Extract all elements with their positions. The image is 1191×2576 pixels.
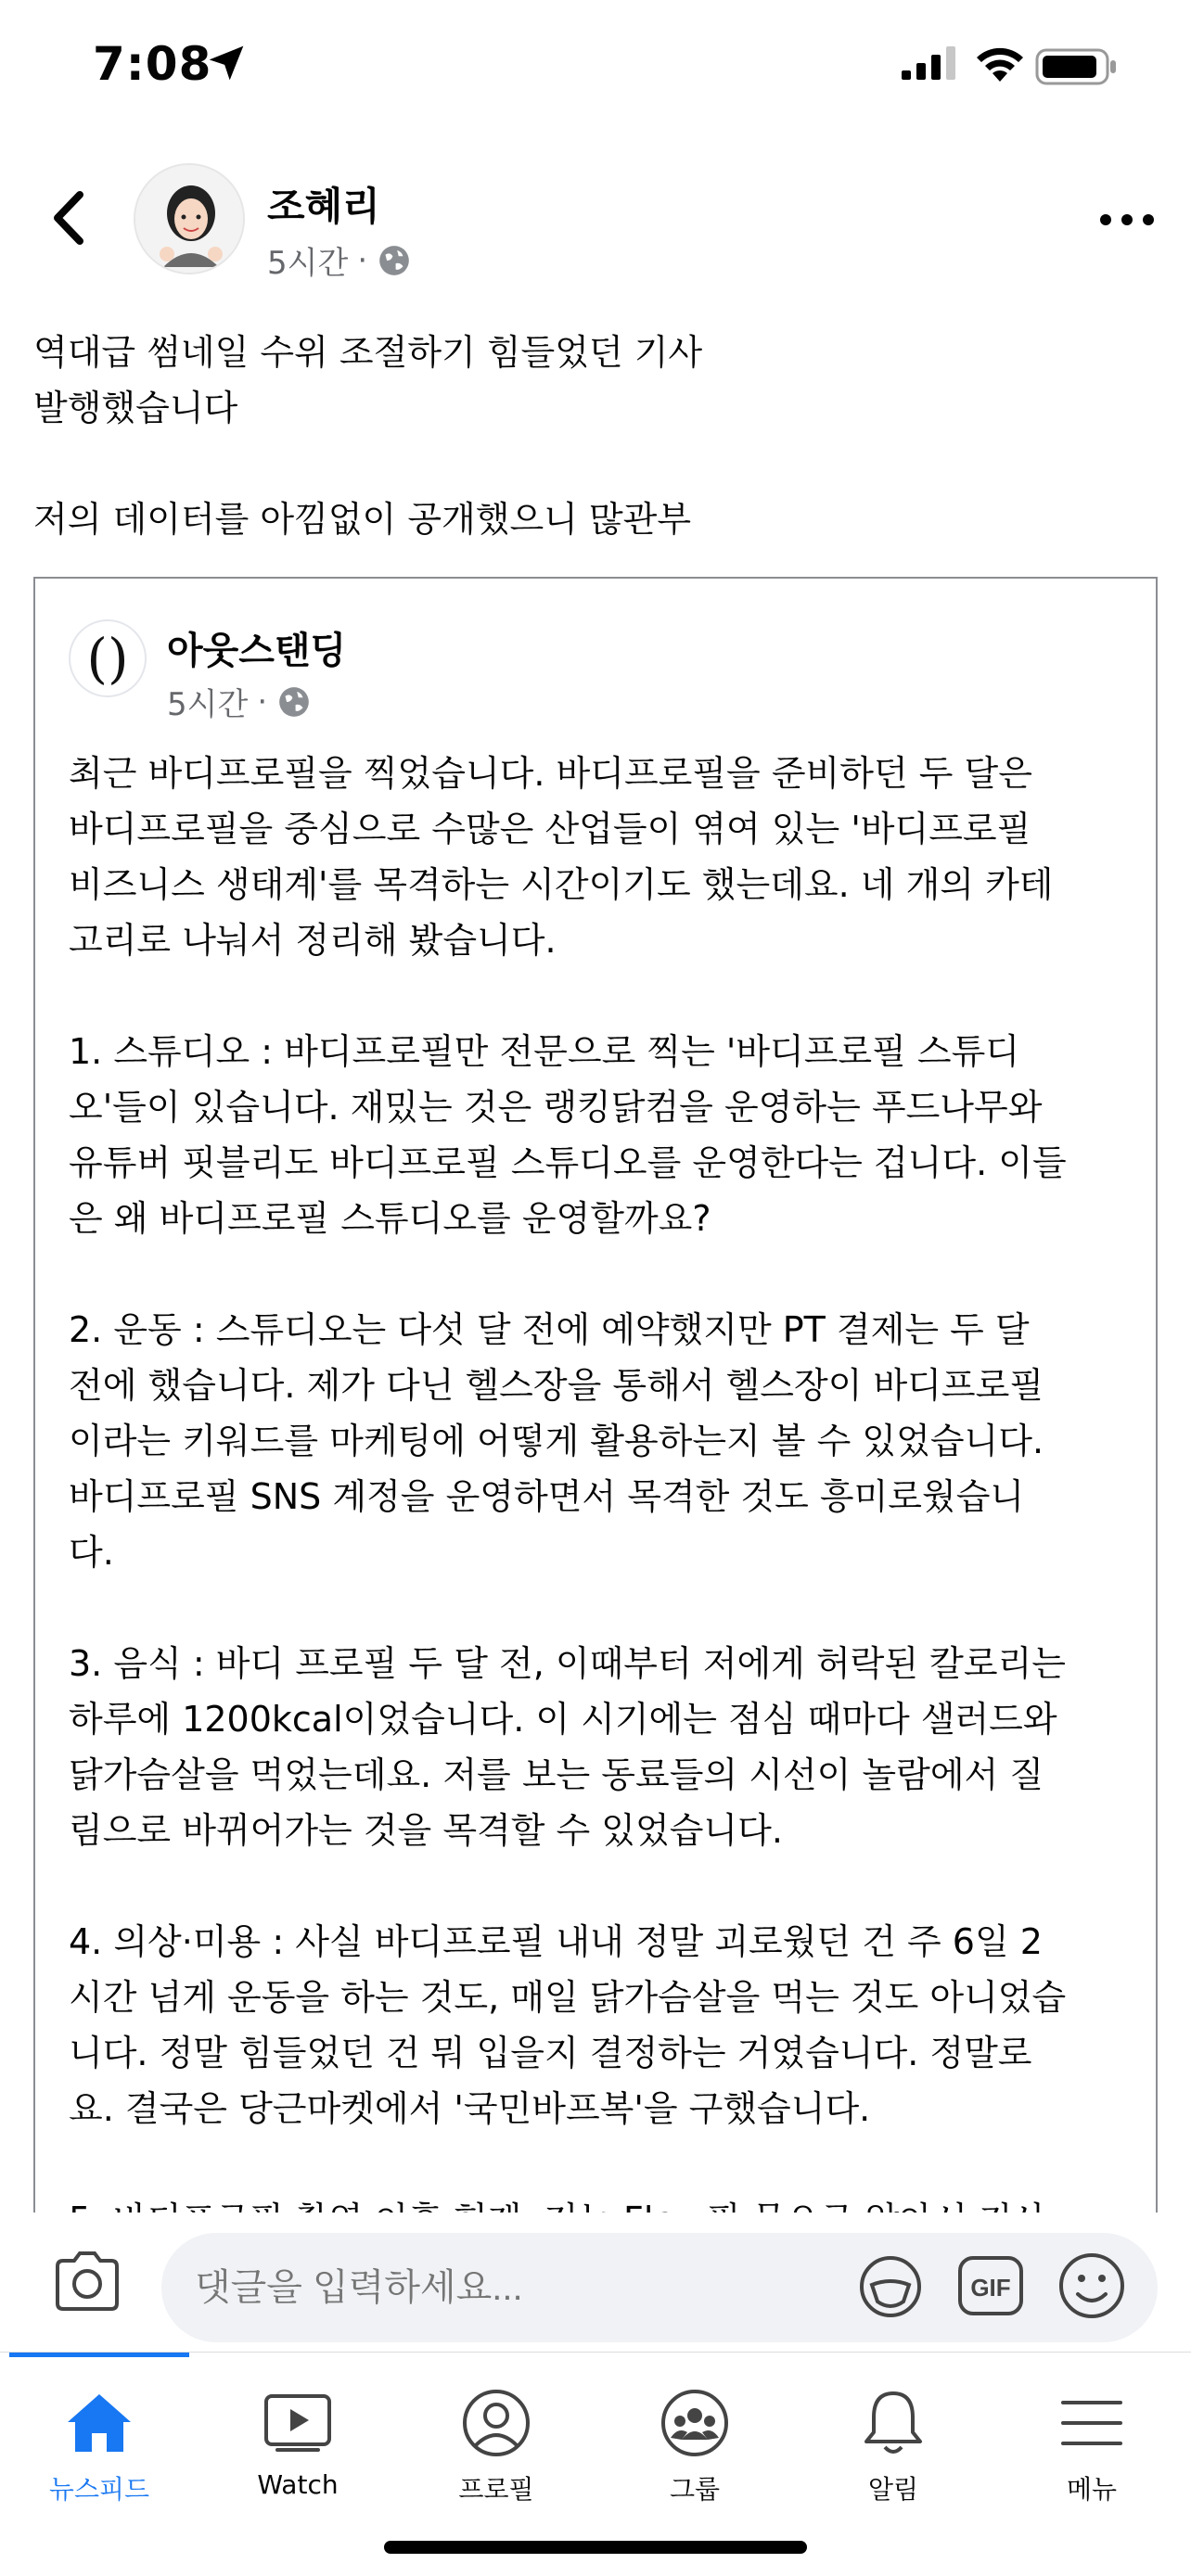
shared-post-time: 5시간 xyxy=(167,686,249,723)
author-name[interactable]: 조혜리 xyxy=(267,184,380,229)
tab-label: 프로필 xyxy=(458,2474,534,2505)
tab-label: 그룹 xyxy=(669,2474,721,2505)
bell-icon xyxy=(861,2388,926,2458)
active-tab-indicator xyxy=(9,2353,189,2357)
paragraph: 2. 운동 : 스튜디오는 다섯 달 전에 예약했지만 PT 결제는 두 달 전에 했습니다. 제가 다닌 헬스장을 통해서 헬스장이 바디프로필 이라는 키워드를 마케팅에 어떻게 활용하는지 볼 수 있었습니다. 바디프로필 SNS 계정을 운영하면서 목격한 것도 흥미로웠습니 다. xyxy=(69,1309,1044,1573)
tab-label: 알림 xyxy=(867,2474,919,2505)
comment-bar xyxy=(0,2213,1191,2352)
tab-news-feed[interactable] xyxy=(0,2386,198,2506)
paragraph: 1. 스튜디오 : 바디프로필만 전문으로 찍는 '바디프로필 스튜디 오'들이 있습니다. 재밌는 것은 랭킹닭컴을 운영하는 푸드나무와 유튜버 핏블리도 바디프로필 스튜디오를 운영한다는 겁니다. 이들 은 왜 바디프로필 스튜디오를 운영할까요? xyxy=(69,1031,1067,1239)
camera-icon[interactable] xyxy=(52,2250,122,2313)
tab-menu[interactable] xyxy=(992,2386,1191,2506)
tab-label: 뉴스피드 xyxy=(48,2474,150,2505)
globe-icon xyxy=(276,684,312,720)
profile-icon xyxy=(461,2388,531,2458)
shared-post-body xyxy=(69,746,1145,2246)
back-button[interactable] xyxy=(41,185,96,250)
wifi-icon xyxy=(974,45,1026,83)
home-icon xyxy=(64,2391,134,2455)
post-text-line: 역대급 썸네일 수위 조절하기 힘들었던 기사 발행했습니다 xyxy=(33,332,703,428)
sticker-icon[interactable] xyxy=(857,2253,924,2320)
paragraph: 최근 바디프로필을 찍었습니다. 바디프로필을 준비하던 두 달은 바디프로필을 중심으로 수많은 산업들이 엮여 있는 '바디프로필 비즈니스 생태계'를 목격하는 시간이기도 했는데요. 네 개의 카테 고리로 나눠서 정리해 봤습니다. xyxy=(69,753,1054,961)
post-text xyxy=(33,325,1146,547)
post-text-line: 저의 데이터를 아낌없이 공개했으니 많관부 xyxy=(33,499,692,540)
shared-post-card[interactable] xyxy=(33,577,1158,2246)
groups-icon xyxy=(660,2388,730,2458)
tab-watch[interactable] xyxy=(198,2386,397,2506)
tab-notifications[interactable] xyxy=(794,2386,992,2506)
meta-separator: · xyxy=(357,241,368,279)
avatar-illustration xyxy=(135,165,245,274)
paragraph: 3. 음식 : 바디 프로필 두 달 전, 이때부터 저에게 허락된 칼로리는 하루에 1200kcal이었습니다. 이 시기에는 점심 때마다 샐러드와 닭가슴살을 먹었는데요. 저를 보는 동료들의 시선이 놀람에서 질 림으로 바뀌어가는 것을 목격할 수 있었습니다. xyxy=(69,1643,1067,1851)
watch-icon xyxy=(263,2391,333,2455)
post-meta xyxy=(267,237,412,283)
emoji-icon[interactable] xyxy=(1057,2251,1126,2320)
more-options-icon[interactable] xyxy=(1095,206,1159,234)
cellular-signal-icon xyxy=(900,46,959,80)
svg-text:GIF: GIF xyxy=(970,2274,1011,2302)
page-logo[interactable]: () xyxy=(69,619,147,697)
post-time: 5시간 xyxy=(267,245,349,282)
tab-label: Watch xyxy=(257,2469,339,2500)
home-indicator[interactable] xyxy=(384,2541,807,2554)
tab-profile[interactable] xyxy=(397,2386,596,2506)
menu-icon xyxy=(1059,2395,1124,2451)
status-bar xyxy=(0,0,1191,130)
page-name[interactable]: 아웃스탠딩 xyxy=(167,630,347,672)
tab-label: 메뉴 xyxy=(1066,2474,1118,2505)
author-avatar[interactable] xyxy=(134,163,245,274)
battery-icon xyxy=(1035,48,1119,85)
location-arrow-icon xyxy=(206,43,247,83)
gif-icon[interactable] xyxy=(957,2255,1024,2316)
status-time: 7:08 xyxy=(93,37,212,91)
paragraph: 4. 의상·미용 : 사실 바디프로필 내내 정말 괴로웠던 건 주 6일 2 시간 넘게 운동을 하는 것도, 매일 닭가슴살을 먹는 것도 아니었습 니다. 정말 힘들었던 건 뭐 입을지 결정하는 거였습니다. 정말로 요. 결국은 당근마켓에서 '국민바프복'을 구했습니다. xyxy=(69,1921,1067,2129)
shared-post-meta xyxy=(167,679,312,724)
globe-icon xyxy=(377,243,412,278)
meta-separator: · xyxy=(257,682,268,721)
tab-groups[interactable] xyxy=(596,2386,794,2506)
